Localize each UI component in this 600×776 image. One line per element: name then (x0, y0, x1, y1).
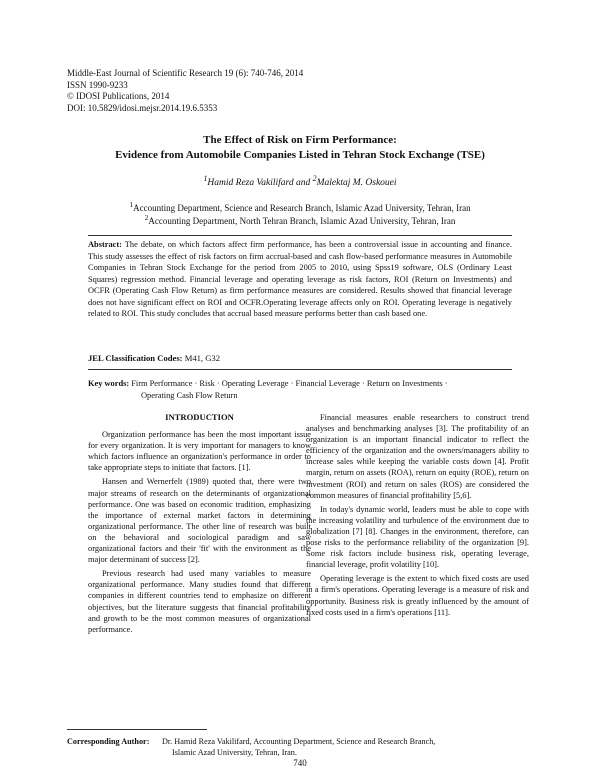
right-column (306, 412, 529, 621)
intro-paragraph: Organization performance has been the most important issue for every organization. It is very important for managers to know which factors influence an organization's performance in order to take appropriate steps to initiate that factors. [1]. (88, 430, 311, 473)
author-2-sup: 2 (312, 174, 317, 183)
affiliation-2-sup: 2 (144, 213, 149, 222)
copyright: © IDOSI Publications, 2014 (67, 91, 170, 101)
authors-and: and (293, 178, 313, 189)
journal-header (67, 68, 303, 114)
issn: ISSN 1990-9233 (67, 79, 128, 90)
authors (60, 174, 540, 188)
keywords (88, 378, 528, 401)
jel-value: M41, G32 (182, 353, 221, 363)
intro-paragraph: Previous research had used many variables to measure organizational performance. Many studies found that different companies in different countries tend to emphasize on different objectives, but the literature suggests that financial profitability and growth to be the most common measures of organizational performance. (88, 569, 311, 634)
intro-paragraph: Hansen and Wernerfelt (1989) quoted that, there were two major streams of research on the determinants of organizational performance. One was based on economic tradition, emphasizing the importance of external market factors in determining organizational performance. The other line of research was built on the behavioral and sociological paradigm and saw organizational factors and their 'fit' with the environment as the major determinant of success [2]. (88, 477, 311, 565)
corresponding-line-1: Dr. Hamid Reza Vakilifard, Accounting Department, Science and Research Branch, (162, 737, 436, 746)
paper-title-line-1: The Effect of Risk on Firm Performance: (203, 134, 397, 146)
affiliation-2 (60, 213, 540, 226)
footnote-rule (67, 729, 207, 730)
introduction-heading: INTRODUCTION (165, 412, 234, 422)
affiliation-1-text: Accounting Department, Science and Research Branch, Islamic Azad University, Tehran, Iran (133, 203, 471, 213)
abstract-top-rule (88, 235, 512, 236)
corresponding-line-2: Islamic Azad University, Tehran, Iran. (172, 748, 297, 757)
paper-title-line-2: Evidence from Automobile Companies Listed in Tehran Stock Exchange (TSE) (115, 149, 485, 161)
affiliation-2-text: Accounting Department, North Tehran Branch, Islamic Azad University, Tehran, Iran (148, 216, 456, 226)
abstract (88, 239, 512, 320)
affiliation-1 (60, 200, 540, 213)
jel-codes (88, 353, 220, 363)
page-number: 740 (293, 758, 307, 768)
jel-label: JEL Classification Codes: (88, 353, 183, 363)
affiliation-1-sup: 1 (129, 200, 134, 209)
abstract-text: The debate, on which factors affect firm performance, has been a controversial issue in accounting and finance. This study assesses the effect of risk factors on firm accrual-based and cash flow-based performance measures in Automobile Companies in Tehran Stock Exchange for the period from 2005 to 2010, using Spss19 software, OLS (Ordinary Least Squares) regression method. Financial leverage and operating leverage as risk factors, ROI (Return on Investments) and OCFR (Operating Cash Flow Return) as firm performance measures are considered. Results showed that financial leverage does not have significant effect on ROI and OCFR.Operating leverage affects only on ROI. Operating leverage is negatively related to ROI. This study concludes that accrual based measure performs better than cash based one. (88, 240, 512, 318)
left-column (88, 412, 311, 638)
corresponding-label: Corresponding Author: (67, 737, 150, 746)
abstract-label: Abstract: (88, 240, 122, 249)
author-1-name: Hamid Reza Vakilifard (207, 178, 294, 189)
keywords-line-1: Firm Performance · Risk · Operating Leverage · Financial Leverage · Return on Investments · (131, 379, 448, 388)
keywords-label: Key words: (88, 379, 130, 388)
intro-paragraph: In today's dynamic world, leaders must be able to cope with the increasing volatility and turbulence of the environment due to globalization [7] [8]. Changes in the environment, therefore, can pose risks to the performance reliability of the organization [9]. Some risk factors include business risk, operating leverage, financial leverage, profit volatility [10]. (306, 504, 529, 570)
keywords-top-rule (88, 369, 512, 370)
keywords-line-2: Operating Cash Flow Return (141, 390, 238, 400)
journal-citation: Middle-East Journal of Scientific Research 19 (6): 740-746, 2014 (67, 68, 304, 78)
intro-paragraph: Financial measures enable researchers to construct trend analyses and benchmarking analyses [3]. The profitability of an organization is an important financial indicator to reflect the efficiency of the organization and the owners/managers ability to increase sales while keeping the variable costs down [4]. Profit margin, return on assets (ROA), return on equity (ROE), return on investment (ROI) and return on sales (ROS) are considered the common measures of financial profitability [5,6]. (306, 413, 529, 500)
author-1-sup: 1 (203, 174, 208, 183)
author-2-name: Malektaj M. Oskouei (316, 178, 397, 189)
corresponding-author (67, 736, 435, 758)
doi: DOI: 10.5829/idosi.mejsr.2014.19.6.5353 (67, 102, 218, 113)
intro-paragraph: Operating leverage is the extent to which fixed costs are used in a firm's operations. Operating leverage is a measure of risk and opportunity. Business risk is greatly influenced by the amount of fixed costs used in a firm's operations [11]. (306, 574, 529, 617)
